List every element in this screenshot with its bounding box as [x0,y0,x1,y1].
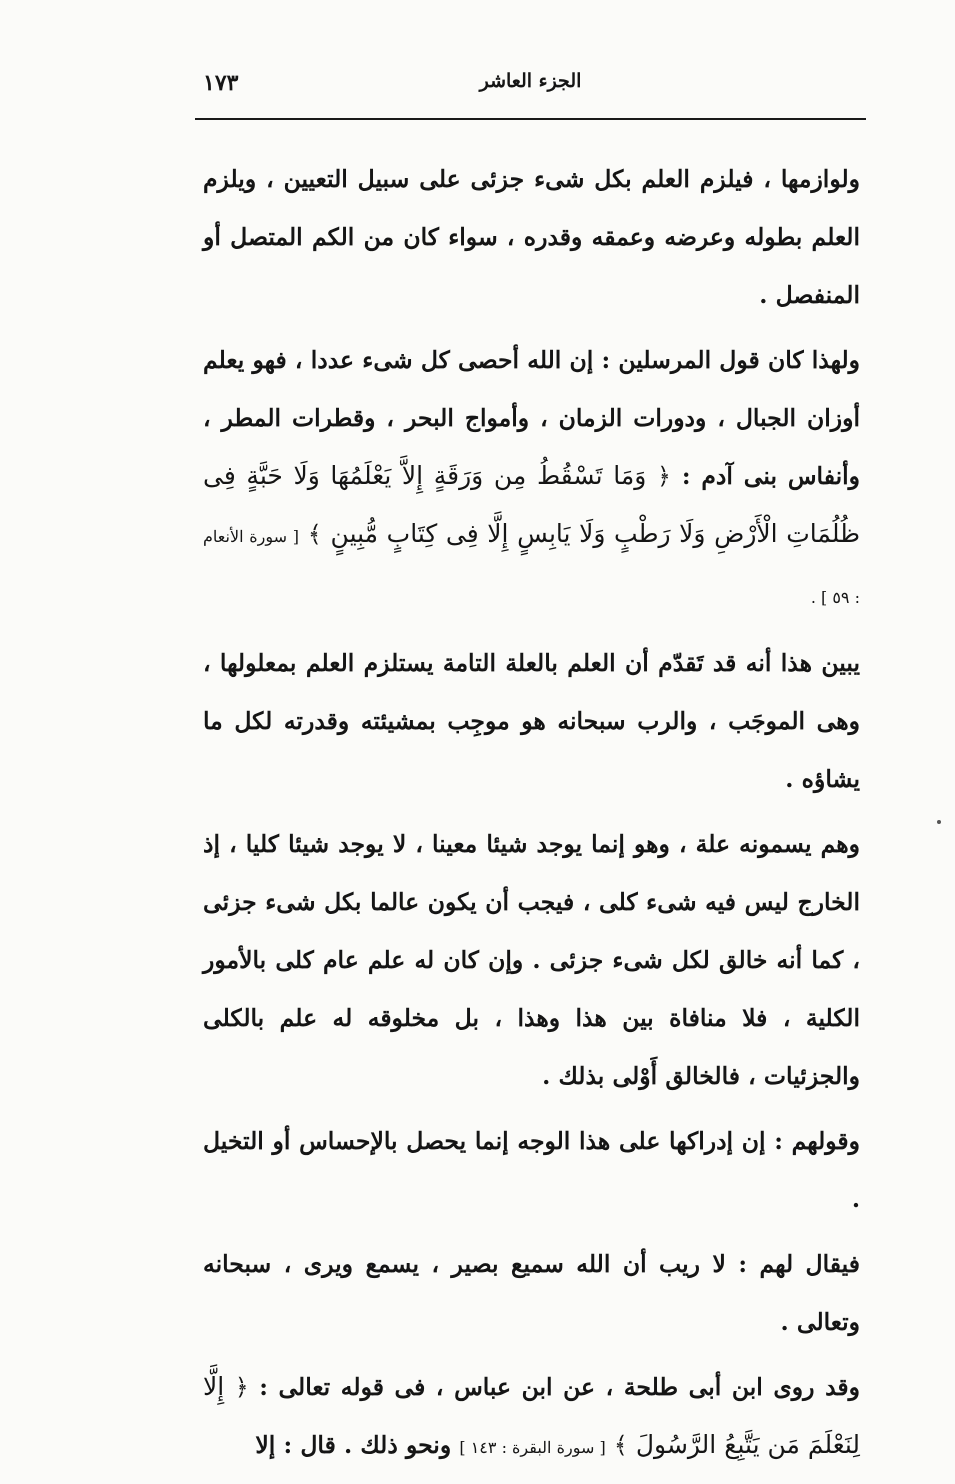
verse-reference-baqara: [ سورة البقرة : ١٤٣ ] [459,1438,606,1457]
quran-bracket-open: ﴿ [234,1373,249,1401]
margin-mark [937,820,941,824]
running-title: الجزء العاشر [479,70,582,92]
paragraph-4: وهم يسمونه علة ، وهو إنما يوجد شيئا معينا ، لا يوجد شيئا كليا ، إذ الخارج ليس فيه شىء كلى ، فيجب أن يكون عالما بكل شىء جزئى ، كما أنه خالق لكل شىء جزئى . وإن كان له علم عام كلى بالأمور الكلية ، فلا منافاة بين هذا وهذا ، بل مخلوقه له علم بالكلى والجزئيات ، فالخالق أَوْلى بذلك . [203,830,860,1090]
quran-bracket-open: ﴿ [657,462,671,490]
paragraph-3: يبين هذا أنه قد تَقدّم أن العلم بالعلة التامة يستلزم العلم بمعلولها ، وهى الموجَب ، والرب سبحانه هو موجِب بمشيئته وقدرته لكل ما يشاؤه . [203,649,860,793]
quran-verse-anam-59: وَمَا تَسْقُطُ مِن وَرَقَةٍ إِلاَّ يَعْلَمُهَا وَلَا حَبَّةٍ فِى ظُلُمَاتِ الْأَرْضِ وَلَا رَطْبٍ وَلَا يَابِسٍ إِلَّا فِى كِتَابٍ مُّبِينٍ [203,461,861,548]
paragraph-2 [203,331,860,627]
verse-reference-anam: [ سورة الأنعام : ٥٩ ] . [203,527,860,607]
paragraph-7 [203,1358,860,1477]
page-header [195,66,866,110]
paragraph-1: ولوازمها ، فيلزم العلم بكل شىء جزئى على سبيل التعيين ، ويلزم العلم بطوله وعرضه وعمقه وقدره ، سواء كان من الكم المتصل أو المنفصل . [203,165,860,309]
paragraph-5: وقولهم : إن إدراكها على هذا الوجه إنما يحصل بالإحساس أو التخيل . [203,1127,860,1213]
quran-bracket-close: ﴾ [613,1431,628,1459]
quran-bracket-close: ﴾ [307,520,322,548]
page-body [203,150,860,1484]
quran-verse-baqara-143: إِلَّا لِنَعْلَمَ مَن يَتَّبِعُ الرَّسُولَ [203,1372,860,1459]
page-number: ١٧٣ [203,70,239,96]
header-rule [195,118,866,120]
paragraph-6: فيقال لهم : لا ريب أن الله سميع بصير ، يسمع ويرى ، سبحانه وتعالى . [203,1250,860,1336]
paragraph-2-text: ولهذا كان قول المرسلين : إن الله أحصى كل شىء عددا ، فهو يعلم أوزان الجبال ، ودورات الزمان ، وأمواج البحر ، وقطرات المطر ، وأنفاس بنى آدم : [203,346,861,490]
paragraph-7-tail: ونحو ذلك . قال : إلا [255,1431,452,1459]
paragraph-7-text: وقد روى ابن أبى طلحة ، عن ابن عباس ، فى قوله تعالى : [259,1373,861,1401]
